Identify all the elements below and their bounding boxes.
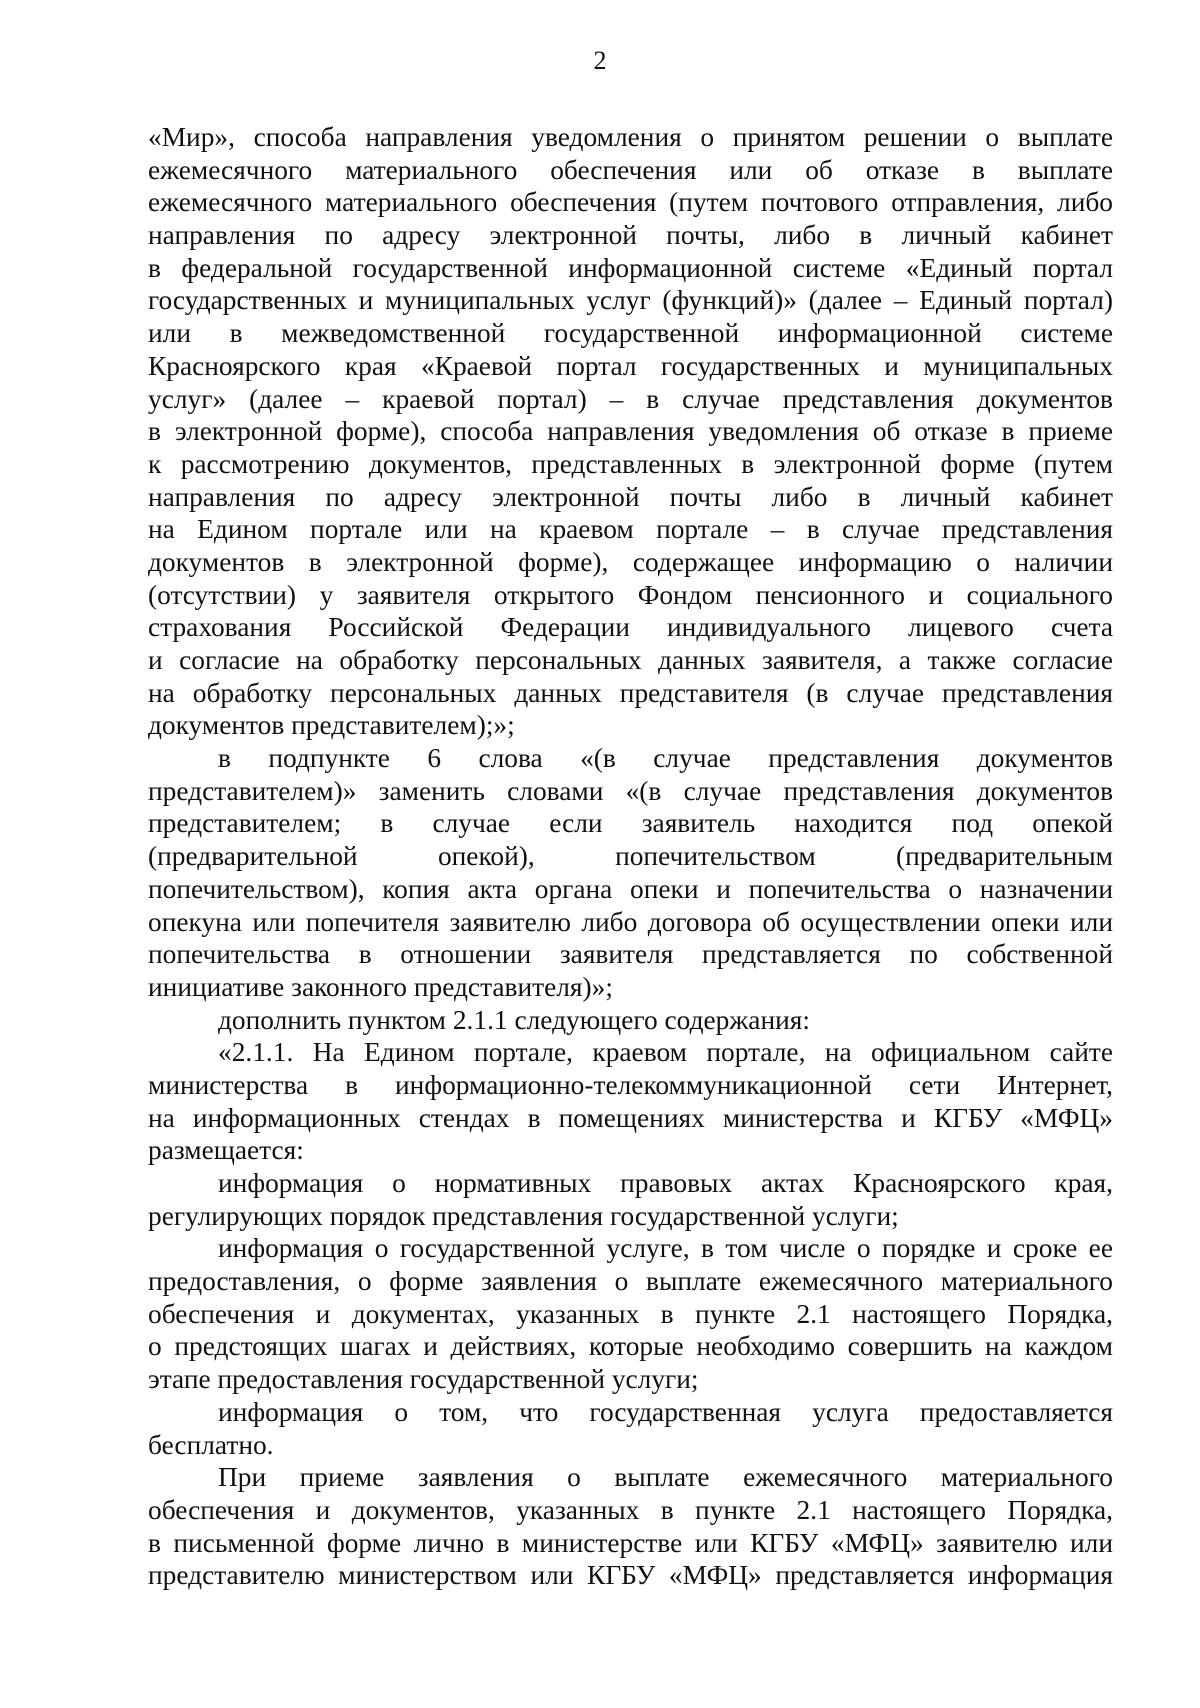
text-line: ежемесячного материального обеспечения (путем почтового отправления, либо <box>148 187 1113 218</box>
text-line: ежемесячного материального обеспечения или об отказе в выплате <box>148 154 1113 185</box>
text-line: документов представителем);»; <box>148 710 515 741</box>
text-line: обеспечения и документах, указанных в пункте 2.1 настоящего Порядка, <box>148 1298 1113 1329</box>
text-line: о предстоящих шагах и действиях, которые необходимо совершить на каждом <box>148 1331 1113 1362</box>
text-line: (отсутствии) у заявителя открытого Фондом пенсионного и социального <box>148 579 1113 610</box>
text-line: направления по адресу электронной почты либо в личный кабинет <box>148 481 1113 512</box>
text-line: дополнить пунктом 2.1.1 следующего содержания: <box>218 1004 810 1035</box>
text-line: в подпункте 6 слова «(в случае представления документов <box>218 743 1113 774</box>
text-line: опекуна или попечителя заявителю либо договора об осуществлении опеки или <box>148 906 1113 937</box>
text-line: представителем; в случае если заявитель находится под опекой <box>148 808 1113 839</box>
text-line: представителю министерством или КГБУ «МФЦ» представляется информация <box>148 1560 1113 1591</box>
text-line: на Едином портале или на краевом портале – в случае представления <box>148 514 1113 545</box>
text-line: обеспечения и документов, указанных в пункте 2.1 настоящего Порядка, <box>148 1494 1113 1525</box>
text-line: инициативе законного представителя)»; <box>148 971 613 1002</box>
text-line: этапе предоставления государственной услуги; <box>148 1364 699 1395</box>
text-line: информация о нормативных правовых актах Красноярского края, <box>218 1168 1113 1198</box>
text-line: Красноярского края «Краевой портал государственных и муниципальных <box>148 350 1113 381</box>
text-line: к рассмотрению документов, представленных в электронной форме (путем <box>148 448 1113 479</box>
text-line: информация о том, что государственная услуга предоставляется <box>218 1396 1113 1427</box>
text-line: в письменной форме лично в министерстве или КГБУ «МФЦ» заявителю или <box>148 1527 1113 1558</box>
text-line: (предварительной опекой), попечительством (предварительным <box>148 841 1113 872</box>
text-line: размещается: <box>148 1135 304 1166</box>
text-line: на информационных стендах в помещениях министерства и КГБУ «МФЦ» <box>148 1102 1113 1133</box>
text-line: бесплатно. <box>148 1429 274 1460</box>
text-line: При приеме заявления о выплате ежемесячного материального <box>218 1462 1113 1493</box>
text-line: в федеральной государственной информационной системе «Единый портал <box>148 252 1113 283</box>
text-line: представителем)» заменить словами «(в случае представления документов <box>148 775 1113 806</box>
text-line: на обработку персональных данных представителя (в случае представления <box>148 677 1113 708</box>
text-line: попечительством), копия акта органа опеки и попечительства о назначении <box>148 873 1113 904</box>
text-line: и согласие на обработку персональных данных заявителя, а также согласие <box>148 645 1113 675</box>
page-number: 2 <box>593 46 607 75</box>
text-line: «Мир», способа направления уведомления о принятом решении о выплате <box>148 122 1113 152</box>
text-line: в электронной форме), способа направления уведомления об отказе в приеме <box>148 416 1113 447</box>
document-body <box>148 121 1113 1592</box>
text-line: министерства в информационно-телекоммуникационной сети Интернет, <box>148 1069 1113 1100</box>
text-line: информация о государственной услуге, в том числе о порядке и сроке ее <box>218 1233 1113 1264</box>
text-line: направления по адресу электронной почты, либо в личный кабинет <box>148 220 1113 251</box>
text-line: попечительства в отношении заявителя представляется по собственной <box>148 939 1113 970</box>
text-line: документов в электронной форме), содержащее информацию о наличии <box>148 546 1113 577</box>
text-line: или в межведомственной государственной информационной системе <box>148 318 1113 349</box>
text-line: государственных и муниципальных услуг (функций)» (далее – Единый портал) <box>148 285 1113 316</box>
text-line: предоставления, о форме заявления о выплате ежемесячного материального <box>148 1266 1113 1297</box>
text-line: «2.1.1. На Едином портале, краевом портале, на официальном сайте <box>218 1037 1113 1068</box>
text-line: страхования Российской Федерации индивидуального лицевого счета <box>148 612 1113 643</box>
text-line: регулирующих порядок представления государственной услуги; <box>148 1200 899 1231</box>
text-line: услуг» (далее – краевой портал) – в случае представления документов <box>148 383 1113 414</box>
